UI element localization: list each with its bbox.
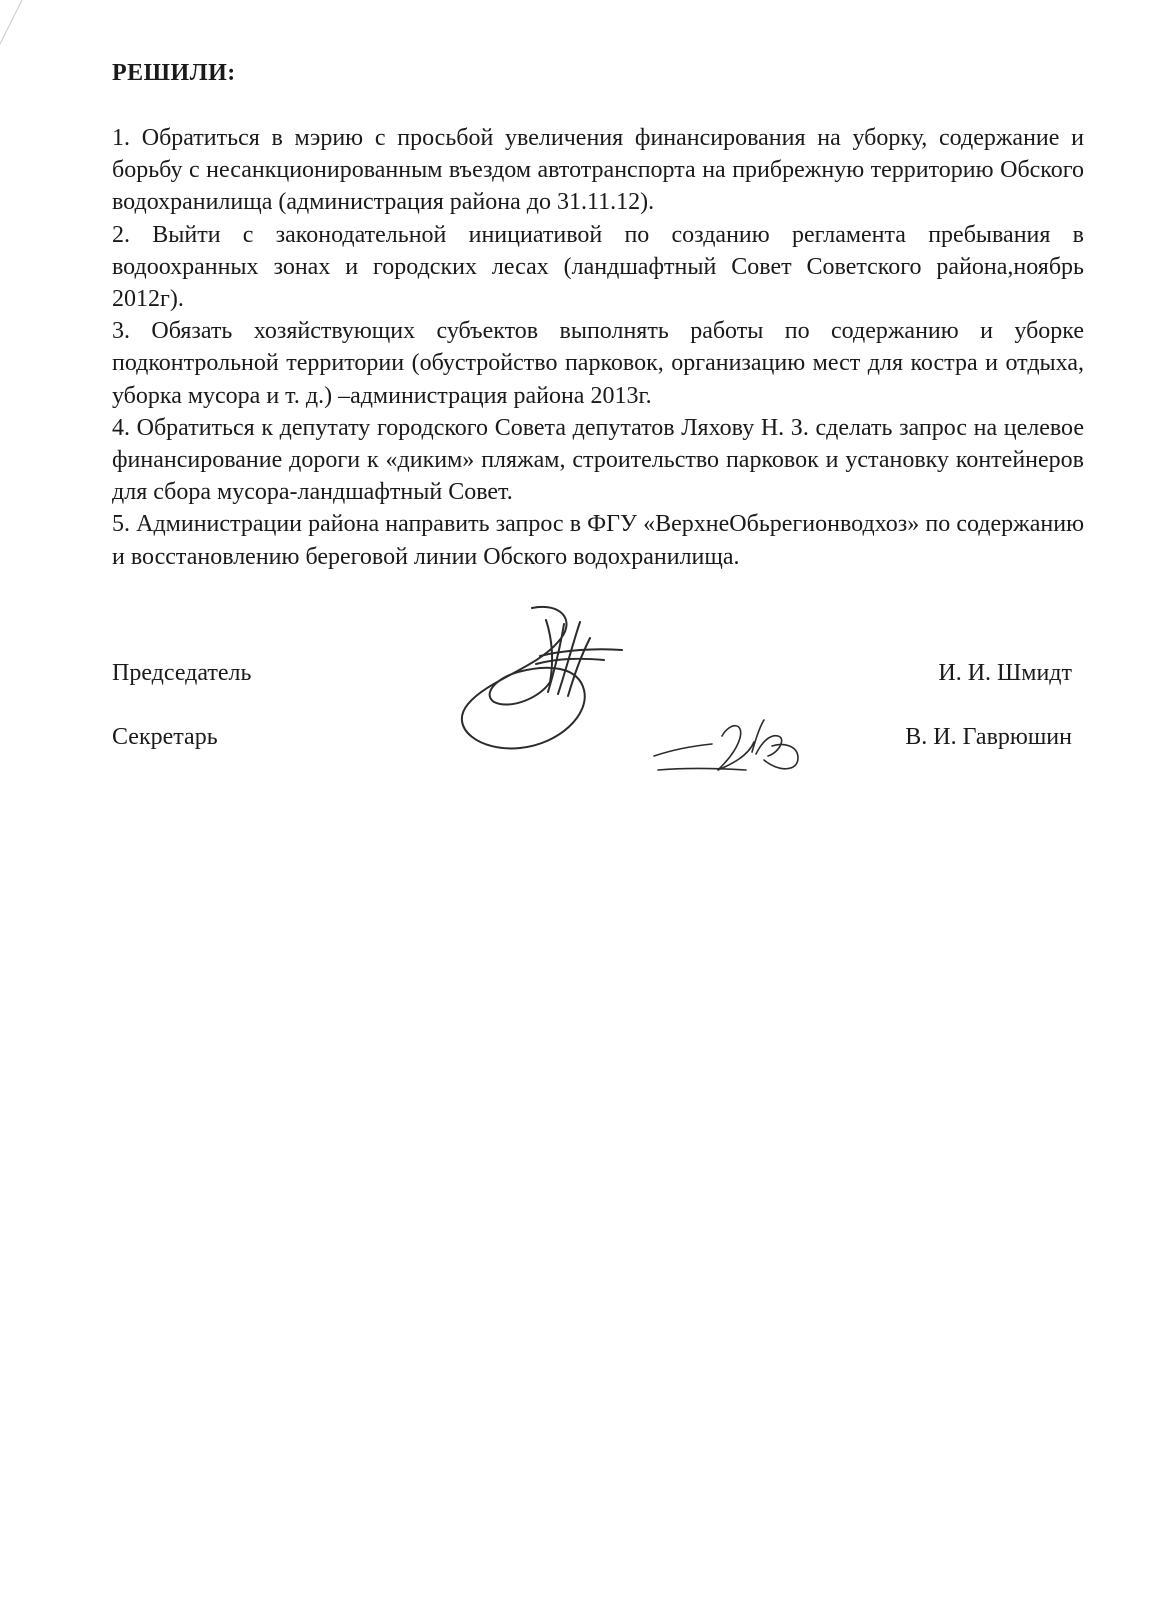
decision-list bbox=[112, 122, 1084, 573]
secretary-handwritten-signature bbox=[652, 712, 802, 782]
secretary-role: Секретарь bbox=[112, 724, 218, 750]
decision-heading: РЕШИЛИ: bbox=[112, 60, 236, 86]
scan-corner-mark bbox=[0, 0, 40, 60]
decision-item-3: 3. Обязать хозяйствующих субъектов выполнять работы по содержанию и уборке подконтрольной территории (обустройство парковок, организацию мест для костра и отдыха, уборка мусора и т. д.) –администрация района 2013г. bbox=[112, 318, 1084, 409]
chair-name: И. И. Шмидт bbox=[938, 660, 1072, 686]
secretary-name: В. И. Гаврюшин bbox=[905, 724, 1072, 750]
decision-item-2: 2. Выйти с законодательной инициативой по созданию регламента пребывания в водоохранных зонах и городских лесах (ландшафтный Совет Советского района,ноябрь 2012г). bbox=[112, 221, 1084, 313]
chair-handwritten-signature bbox=[440, 598, 630, 758]
decision-item-4: 4. Обратиться к депутату городского Совета депутатов Ляхову Н. З. сделать запрос на целевое финансирование дороги к «диким» пляжам, строительство парковок и установку контейнеров для сбора мусора-ландшафтный Совет. bbox=[112, 414, 1084, 506]
decision-item-1: 1. Обратиться в мэрию с просьбой увеличения финансирования на уборку, содержание и борьбу с несанкционированным въездом автотранспорта на прибрежную территорию Обского водохранилища (администрация района до 31.11.12). bbox=[112, 125, 1084, 216]
decision-item-5: 5. Администрации района направить запрос в ФГУ «ВерхнеОбьрегионводхоз» по содержанию и восстановлению береговой линии Обского водохранилища. bbox=[112, 511, 1084, 570]
chair-role: Председатель bbox=[112, 660, 252, 686]
